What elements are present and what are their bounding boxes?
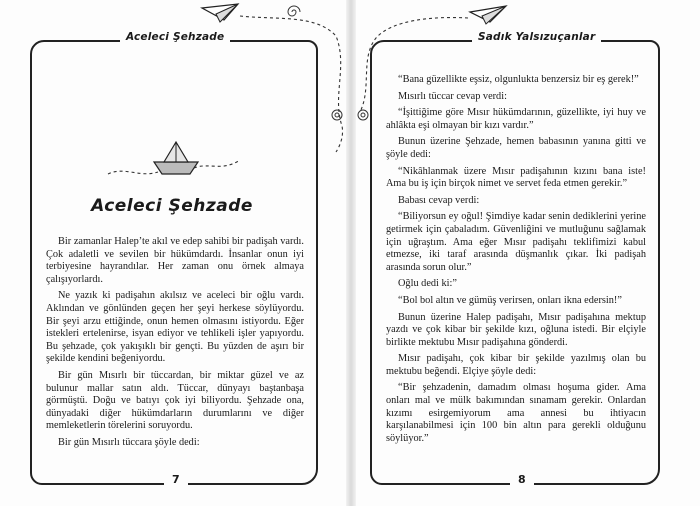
right-running-header: Sadık Yalsızuçanlar bbox=[472, 31, 601, 43]
paper-boat-icon bbox=[104, 138, 244, 188]
page-number: 7 bbox=[164, 473, 188, 486]
paragraph: “Bol bol altın ve gümüş verirsen, onları ikna edersin!” bbox=[398, 294, 622, 306]
paper-plane-icon bbox=[468, 4, 508, 26]
swirl-icon bbox=[356, 108, 370, 122]
chapter-title: Aceleci Şehzade bbox=[91, 196, 253, 216]
paragraph: Bir gün Mısırlı tüccara şöyle dedi: bbox=[58, 436, 200, 448]
paragraph: Bir gün Mısırlı bir tüccardan, bir miktar güzel ve az bulunur mallar satın aldı. Tüccar, dünyayı baştanbaşa görmüştü. Doğu ve batıyı çok iyi biliyordu. Şehzade ona, dünyadaki diğer hükümdarların durumlarını ve diğer memleketlerin törelerini soruyordu. bbox=[46, 369, 304, 432]
paper-plane-icon bbox=[200, 2, 240, 24]
left-running-header: Aceleci Şehzade bbox=[120, 31, 230, 43]
paragraph: Bir zamanlar Halep’te akıl ve edep sahibi bir padişah vardı. Çok adaletli ve sevilen bir hükümdardı. İnsanlar onun iyi terbiyesine hayrandılar. Her zaman onu örnek almaya çalışıyorlardı. bbox=[46, 236, 304, 285]
paragraph: Bunun üzerine Halep padişahı, Mısır padişahına mektup yazdı ve çok kibar bir şekilde kızı, oğluna istedi. Bir elçiyle birlikte mektubu Mısır padişahına gönderdi. bbox=[386, 311, 646, 348]
paragraph: “Biliyorsun ey oğul! Şimdiye kadar senin dediklerini yerine getirmek için çabaladım. Güvenliğini ve mutluğunu sağlamak için uğraştım. Ama eğer Mısır padişahı teklifimizi kabul etmezse, iki taraf arasında düşmanlık çıkar. İki padişah arasında sorun olur.” bbox=[386, 211, 646, 273]
left-page-body bbox=[46, 236, 304, 454]
paragraph: Bunun üzerine Şehzade, hemen babasının yanına gitti ve şöyle dedi: bbox=[386, 136, 646, 160]
swirl-icon bbox=[330, 108, 344, 122]
paragraph: Oğlu dedi ki:” bbox=[398, 278, 457, 290]
paragraph: Mısırlı tüccar cevap verdi: bbox=[398, 90, 507, 102]
paragraph: Mısır padişahı, çok kibar bir şekilde yazılmış olan bu mektubu beğendi. Elçiye şöyle dedi: bbox=[386, 353, 646, 377]
right-page-body bbox=[386, 74, 646, 449]
paragraph: Ne yazık ki padişahın akılsız ve aceleci bir oğlu vardı. Aklından ve gönlünden geçen her şeyi herkese söylüyordu. Bir şeyi arzu ettiğinde, onun hemen olmasını istiyordu. Eğer istekleri ertelenirse, isyan ediyor ve tehlikeli işler yapıyordu. Bu şehzade, çok yakışıklı bir gençti. Bu yüzden de aşırı bir şekilde kendini beğeniyordu. bbox=[46, 290, 304, 365]
dashed-flight-path bbox=[236, 6, 348, 156]
paragraph: “İşittiğime göre Mısır hükümdarının, güzellikte, iyi huy ve ahlâkta eşi olmayan bir kızı vardır.” bbox=[386, 107, 646, 131]
paragraph: Babası cevap verdi: bbox=[398, 194, 480, 206]
page-number: 8 bbox=[510, 473, 534, 486]
paragraph: “Bana güzellikte eşsiz, olgunlukta benzersiz bir eş gerek!” bbox=[398, 74, 639, 85]
paragraph: “Nikâhlanmak üzere Mısır padişahının kızını bana iste! Ama bu iş için birçok nimet ve servet feda etmen gerekir.” bbox=[386, 165, 646, 190]
paragraph: “Bir şehzadenin, damadım olması hoşuma gider. Ama onları mal ve mülk bakımından sınamam gerekir. Onlardan kızımı esirgemiyorum ama annesi bu ihtiyacın karşılanabilmesi için 100 bin altın para gerekli olduğunu söylüyor.” bbox=[386, 382, 646, 444]
right-page bbox=[352, 0, 700, 506]
